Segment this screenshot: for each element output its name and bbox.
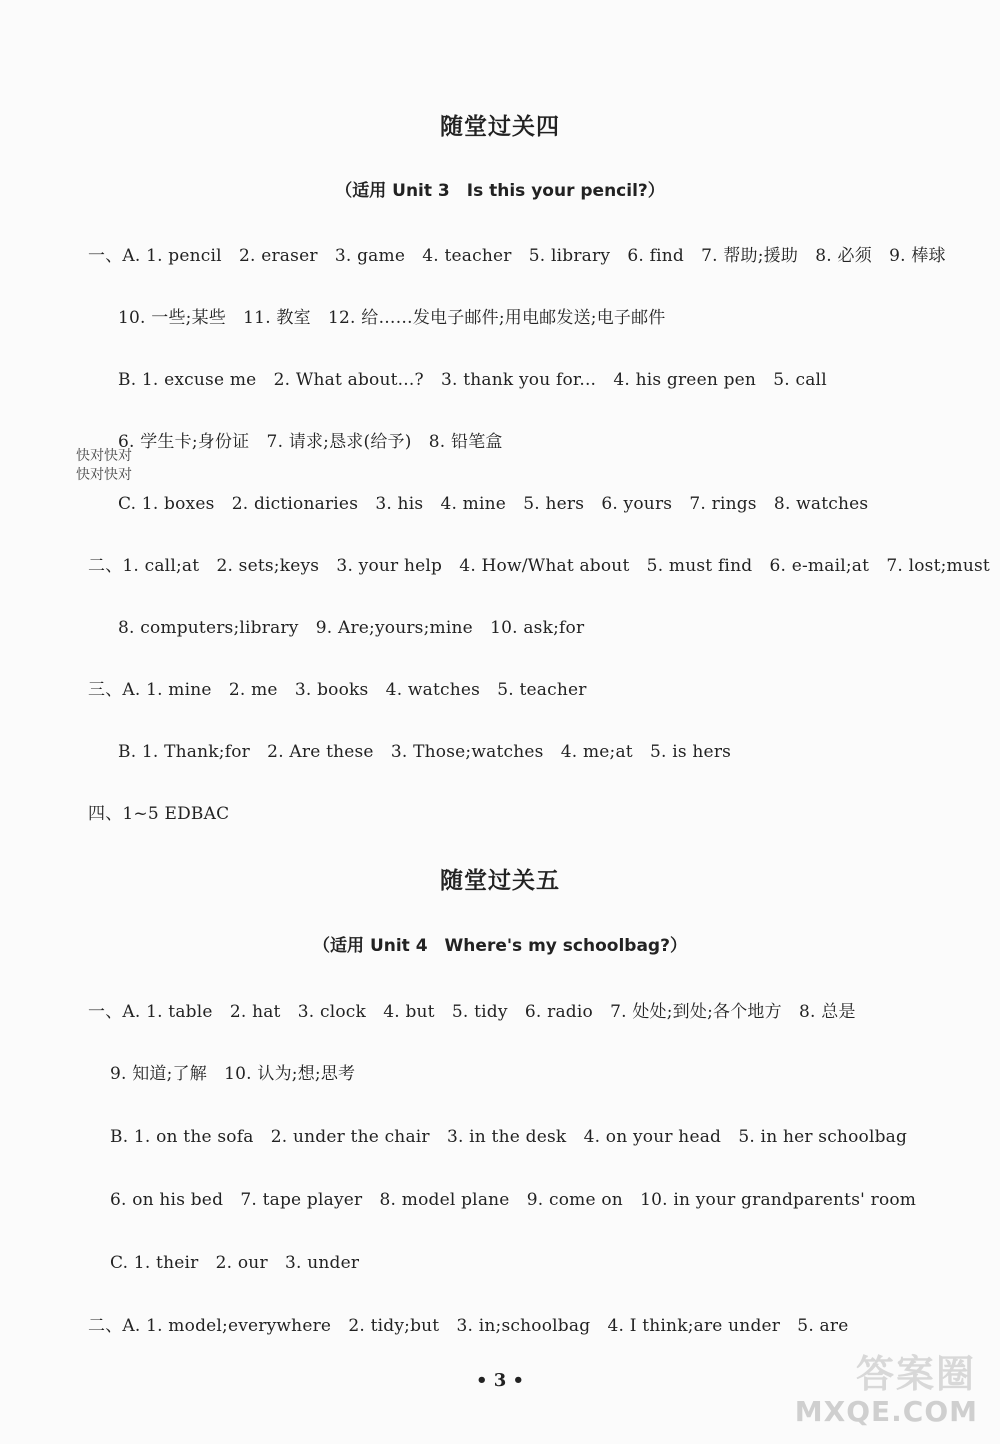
section5-subtitle: （适用 Unit 4 Where's my schoolbag?）: [313, 936, 687, 956]
section4-line-6: 二、1. call;at 2. sets;keys 3. your help 4. How/What about 5. must find 6. e-mail;at 7. lost;must: [88, 556, 990, 576]
section5-line-2: 9. 知道;了解 10. 认为;想;思考: [110, 1064, 356, 1084]
watermark: [776, 1352, 986, 1436]
section4-line-8: 三、A. 1. mine 2. me 3. books 4. watches 5. teacher: [88, 680, 587, 700]
section4-line-4: 6. 学生卡;身份证 7. 请求;恳求(给予) 8. 铅笔盒: [118, 432, 503, 452]
section5-line-4: 6. on his bed 7. tape player 8. model plane 9. come on 10. in your grandparents' room: [110, 1190, 917, 1210]
section4-title: 随堂过关四: [440, 114, 560, 140]
section4-line-2: 10. 一些;某些 11. 教室 12. 给……发电子邮件;用电邮发送;电子邮件: [118, 308, 666, 328]
section4-line-10: 四、1~5 EDBAC: [88, 804, 230, 824]
watermark-logo: 答案圈: [855, 1352, 976, 1396]
section5-line-5: C. 1. their 2. our 3. under: [110, 1253, 360, 1273]
section5-title: 随堂过关五: [440, 868, 560, 894]
overlay-stamp-2: 快对快对: [76, 467, 132, 483]
section4-line-7: 8. computers;library 9. Are;yours;mine 10. ask;for: [118, 618, 585, 638]
watermark-site: MXQE.COM: [794, 1395, 978, 1428]
page-number: • 3 •: [475, 1370, 525, 1391]
section5-line-3: B. 1. on the sofa 2. under the chair 3. in the desk 4. on your head 5. in her schoolbag: [110, 1127, 908, 1147]
section5-line-1: 一、A. 1. table 2. hat 3. clock 4. but 5. tidy 6. radio 7. 处处;到处;各个地方 8. 总是: [88, 1002, 856, 1022]
section5-line-6: 二、A. 1. model;everywhere 2. tidy;but 3. in;schoolbag 4. I think;are under 5. are: [88, 1316, 849, 1336]
section4-line-1: 一、A. 1. pencil 2. eraser 3. game 4. teacher 5. library 6. find 7. 帮助;援助 8. 必须 9. 棒球: [88, 246, 946, 266]
section4-subtitle: （适用 Unit 3 Is this your pencil?）: [335, 181, 665, 201]
section4-line-5: C. 1. boxes 2. dictionaries 3. his 4. mine 5. hers 6. yours 7. rings 8. watches: [118, 494, 869, 514]
section4-line-3: B. 1. excuse me 2. What about...? 3. thank you for... 4. his green pen 5. call: [118, 370, 827, 390]
overlay-stamp-1: 快对快对: [76, 448, 132, 464]
section4-line-9: B. 1. Thank;for 2. Are these 3. Those;watches 4. me;at 5. is hers: [118, 742, 732, 762]
